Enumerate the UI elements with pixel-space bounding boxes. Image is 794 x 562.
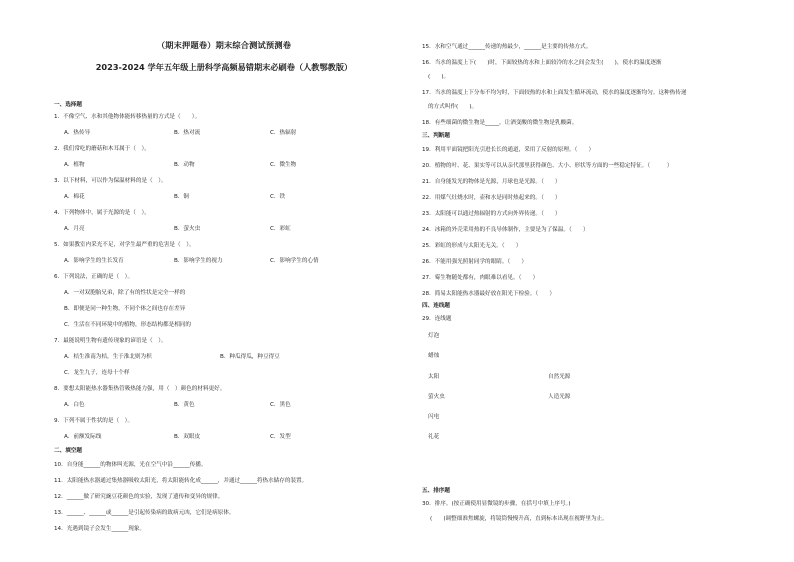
section-match: 四、连线题 [422, 303, 450, 309]
question-4: 4．下列物体中，属于光源的是（ ）。 [54, 210, 150, 216]
question-12: 12．______做了研究豌豆花颜色的实验，发现了遗传和变异的规律。 [54, 494, 224, 500]
q2-opt-c: C．微生物 [270, 162, 297, 168]
question-24: 24．冰箱的外壳采用热的不良导体制作，主要是为了保温。（ ） [422, 227, 589, 233]
q8-opt-c: C．黑色 [270, 402, 291, 408]
q9-opt-a: A．前额发际线 [64, 434, 102, 440]
question-14: 14．光遇到镜子会发生______现象。 [54, 526, 146, 532]
q6-opt-b: B．即便是同一种生物，不同个体之间也存在差异 [64, 306, 186, 312]
question-3: 3．以下材料，可以作为保温材料的是（ ）。 [54, 178, 167, 184]
section-judge: 三、判断题 [422, 133, 450, 139]
question-7: 7．最能说明生物有遗传现象的谚语是（ ）。 [54, 338, 167, 344]
q8-opt-b: B．黄色 [174, 402, 195, 408]
page-subtitle: 2023-2024 学年五年级上册科学高频易错期末必刷卷（人教鄂教版） [95, 62, 353, 72]
question-23: 23．太阳能可以通过热辐射的方式向外界传递。（ ） [422, 211, 561, 217]
match-sun: 太阳 [428, 374, 440, 380]
match-artificial-light: 人造光源 [548, 394, 571, 400]
q7-opt-a: A．桔生淮南为桔，生于淮北则为枳 [64, 354, 152, 360]
q6-opt-c: C．生活在不同环境中的植物，形态结构都是相同的 [64, 322, 191, 328]
question-26: 26．不能用强光照射同学的眼睛。（ ） [422, 259, 528, 265]
question-21: 21．自身能发光的物体是光源，月球也是光源。（ ） [422, 179, 561, 185]
question-19: 19．利用平面镜把阳光引进长长的通道，采用了反射的原理。（ ） [422, 147, 595, 153]
section-choice: 一、选择题 [54, 102, 82, 108]
q1-opt-c: C．热辐射 [270, 130, 297, 136]
q4-opt-a: A．月亮 [64, 226, 85, 232]
question-15: 15．水和空气通过______传递的热最少，______是主要的传热方式。 [422, 44, 592, 50]
q6-opt-a: A．一对双胞胎兄弟，除了有的性状是完全一样的 [64, 290, 186, 296]
question-1: 1．不像空气、水和其他物体能转移热量的方式是（ ）。 [54, 114, 201, 120]
q9-opt-b: B．双眼皮 [174, 434, 201, 440]
question-20: 20．植物的叶、花、果实等可以从亲代那里获得颜色、大小、形状等方面的一些稳定特征。（ ） [422, 163, 673, 169]
question-28: 28．简易太阳能热水器最好放在阳光下检验。（ ） [422, 291, 555, 297]
question-18: 18．有些细菌的微生物是_____，让酒变酸的微生物是乳酸菌。 [422, 120, 578, 126]
q3-opt-b: B．铜 [174, 194, 190, 200]
page-title: （期末押题卷）期末综合测试预测卷 [156, 40, 292, 50]
match-lightning: 闪电 [428, 414, 440, 420]
question-2: 2．我们常吃的蘑菇和木耳属于（ ）。 [54, 146, 150, 152]
question-16: 16．当水的温度上下( )时，下面较热的水和上面较冷的水之间会发生( )，使水的温度逐渐 [422, 60, 662, 66]
q8-opt-a: A．白色 [64, 402, 85, 408]
question-8: 8．要想太阳能热水器集热管吸热能力强，用（ ）颜色的材料更好。 [54, 386, 226, 392]
question-17-cont: 的方式叫作( )。 [428, 104, 478, 110]
question-10: 10．自身能______的物体叫光源，光在空气中沿______传播。 [54, 462, 207, 468]
question-27: 27．霉生物随处都有，肉眼难以看见。（ ） [422, 275, 539, 281]
match-firefly: 萤火虫 [428, 394, 445, 400]
q3-opt-a: A．棉花 [64, 194, 85, 200]
question-22: 22．用煤气灶烧水时，壶和水是同时热起来的。（ ） [422, 195, 561, 201]
q30-step: ( )调整细准焦螺旋，将镜筒慢慢升高，直到标本出现在视野里为止。 [430, 516, 608, 522]
question-9: 9．下列不属于性状的是（ ）。 [54, 418, 134, 424]
question-5: 5．如果教室内采光不足，对学生最严重的危害是（ ）。 [54, 242, 195, 248]
match-natural-light: 自然光源 [548, 374, 571, 380]
question-13: 13．______、______或______是引起传染病的致病元凶，它们是病原体。 [54, 510, 235, 516]
question-6: 6．下列说法，正确的是（ ）。 [54, 274, 134, 280]
q5-opt-b: B．影响学生的视力 [174, 258, 223, 264]
section-fill: 二、填空题 [54, 448, 82, 454]
question-16-cont: ( )。 [428, 74, 450, 80]
question-29: 29．连线题 [422, 316, 452, 322]
q5-opt-a: A．影响学生的生长发育 [64, 258, 124, 264]
question-11: 11．太阳能热水器通过集热器吸收太阳光，将太阳能转化成______，并通过______将热水储存的装置。 [54, 478, 308, 484]
q4-opt-c: C．彩虹 [270, 226, 291, 232]
question-17: 17．当水的温度上下分布不均匀时，下面较热的水和上面发生循环流动，使水的温度逐渐均匀。这种热传递 [422, 90, 687, 96]
q1-opt-a: A．热传导 [64, 130, 91, 136]
q2-opt-a: A．植物 [64, 162, 85, 168]
q5-opt-c: C．影响学生的心情 [270, 258, 319, 264]
q3-opt-c: C．铁 [270, 194, 286, 200]
question-30: 30．排序。(按正确使用显微镜的步骤，在括号中填上序号。) [422, 501, 571, 507]
question-25: 25．彩虹的形成与太阳光无关。（ ） [422, 243, 522, 249]
q7-opt-b: B．种瓜得瓜，种豆得豆 [220, 354, 280, 360]
q2-opt-b: B．动物 [174, 162, 195, 168]
match-fireworks: 礼花 [428, 434, 440, 440]
section-order: 五、排序题 [422, 488, 450, 494]
match-lamp: 灯泡 [428, 333, 440, 339]
q7-opt-c: C．龙生九子，连母十个样 [64, 370, 130, 376]
match-candle: 蜡烛 [428, 353, 440, 359]
q4-opt-b: B．萤火虫 [174, 226, 201, 232]
q1-opt-b: B．热对流 [174, 130, 201, 136]
q9-opt-c: C．发型 [270, 434, 291, 440]
